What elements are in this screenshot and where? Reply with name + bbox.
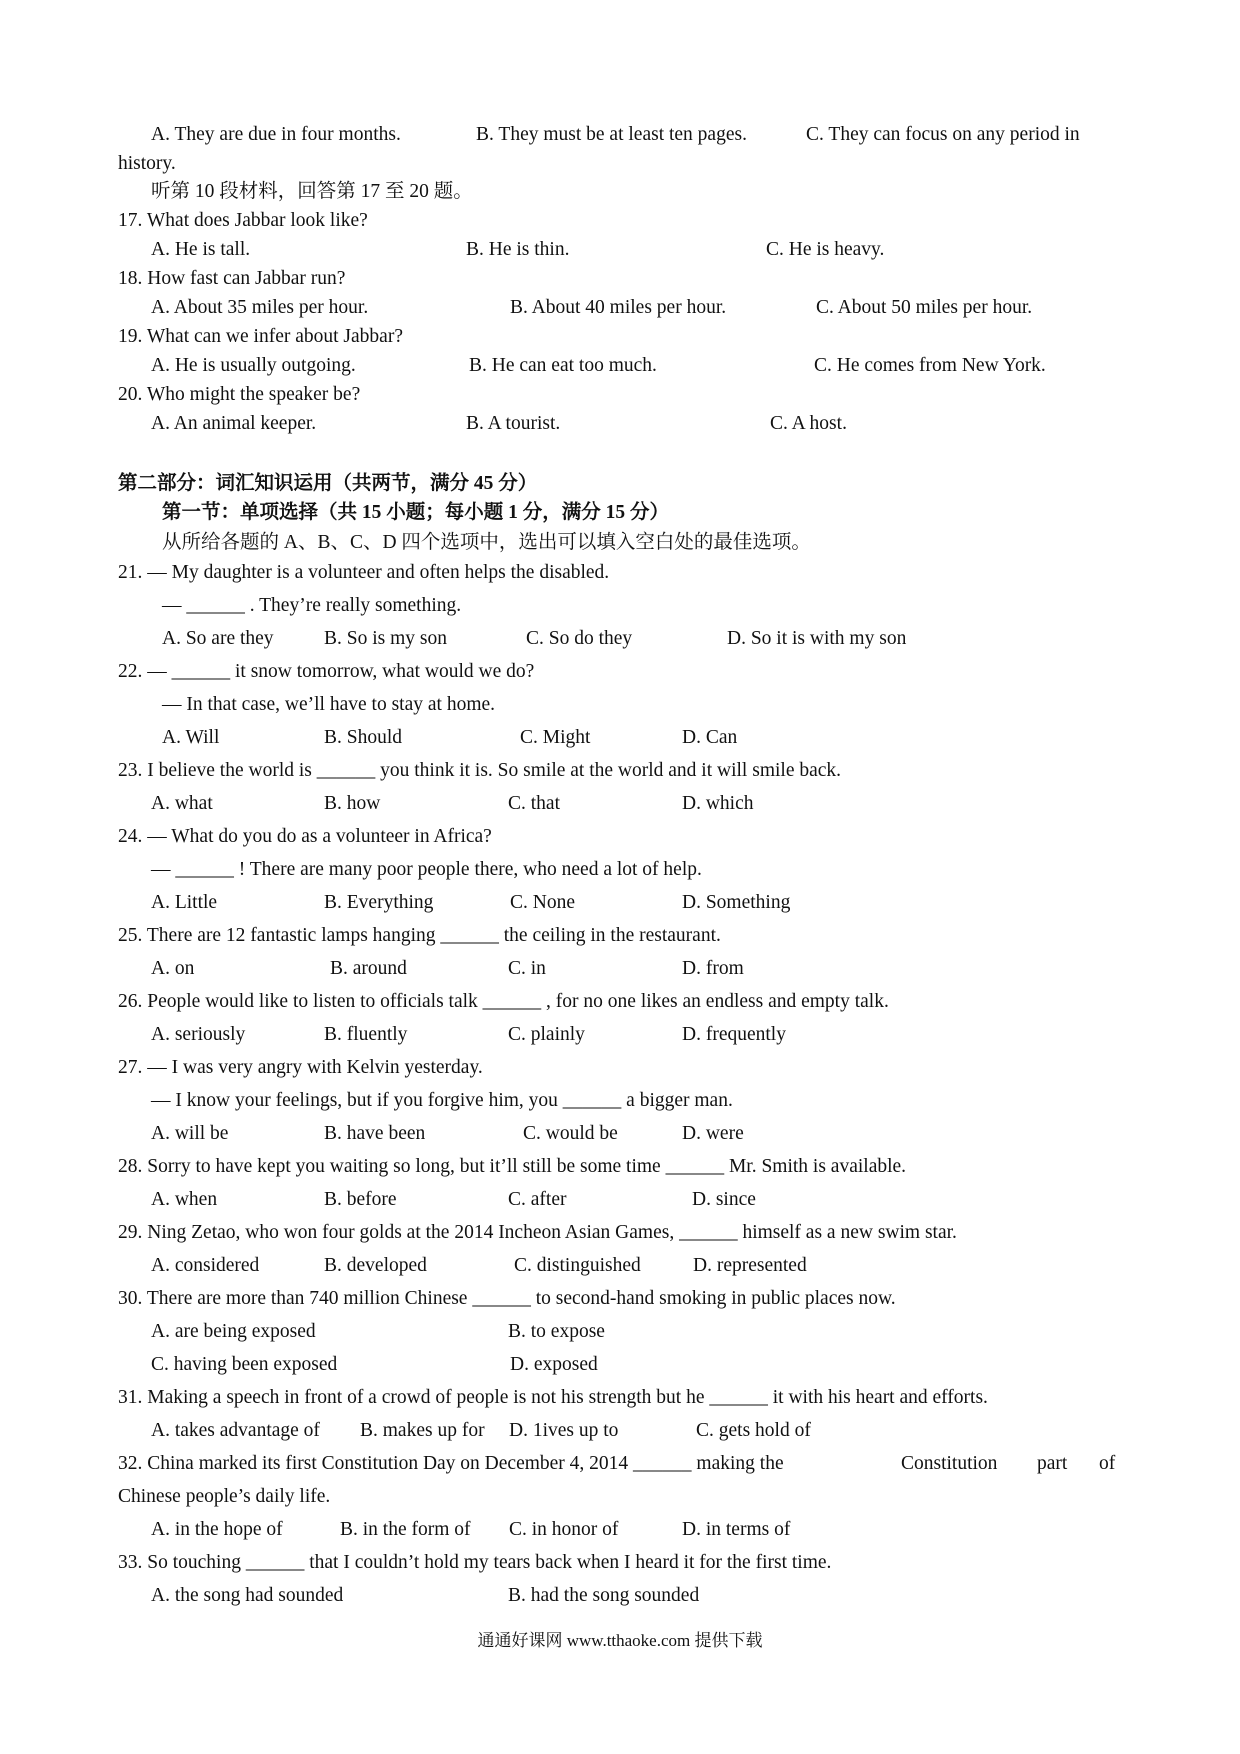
q17-option-c: C. He is heavy. <box>766 239 885 260</box>
q17-option-b: B. He is thin. <box>466 239 570 260</box>
q16-option-b: B. They must be at least ten pages. <box>476 124 747 145</box>
q30-option-d: D. exposed <box>510 1354 598 1375</box>
q32-stem-word-part: part <box>1037 1453 1068 1474</box>
q25-option-a: A. on <box>151 958 195 979</box>
q24-stem2: — ______ ! There are many poor people there, who need a lot of help. <box>151 859 702 880</box>
q27-option-b: B. have been <box>324 1123 426 1144</box>
q26-option-d: D. frequently <box>682 1024 786 1045</box>
q24-option-c: C. None <box>510 892 575 913</box>
q24-option-d: D. Something <box>682 892 791 913</box>
q29-option-c: C. distinguished <box>514 1255 641 1276</box>
q17-stem: 17. What does Jabbar look like? <box>118 210 368 231</box>
q23-option-d: D. which <box>682 793 754 814</box>
q33-stem: 33. So touching ______ that I couldn’t hold my tears back when I heard it for the first time. <box>118 1552 832 1573</box>
q30-option-c: C. having been exposed <box>151 1354 338 1375</box>
q19-option-c: C. He comes from New York. <box>814 355 1046 376</box>
q22-option-a: A. Will <box>162 727 220 748</box>
q23-option-a: A. what <box>151 793 213 814</box>
q25-option-c: C. in <box>508 958 546 979</box>
q20-stem: 20. Who might the speaker be? <box>118 384 361 405</box>
q29-stem: 29. Ning Zetao, who won four golds at the 2014 Incheon Asian Games, ______ himself as a new swim star. <box>118 1222 957 1243</box>
q19-option-a: A. He is usually outgoing. <box>151 355 356 376</box>
q27-stem: 27. — I was very angry with Kelvin yesterday. <box>118 1057 483 1078</box>
q23-stem: 23. I believe the world is ______ you think it is. So smile at the world and it will smile back. <box>118 760 842 781</box>
q19-stem: 19. What can we infer about Jabbar? <box>118 326 403 347</box>
q32-option-a: A. in the hope of <box>151 1519 283 1540</box>
q25-option-b: B. around <box>330 958 407 979</box>
q24-option-b: B. Everything <box>324 892 434 913</box>
q31-option-d: D. 1ives up to <box>509 1420 619 1441</box>
q18-stem: 18. How fast can Jabbar run? <box>118 268 346 289</box>
q30-stem: 30. There are more than 740 million Chinese ______ to second-hand smoking in public places now. <box>118 1288 896 1309</box>
q30-option-a: A. are being exposed <box>151 1321 316 1342</box>
q32-stem-word-constitution: Constitution <box>901 1453 998 1474</box>
q21-option-a: A. So are they <box>162 628 274 649</box>
q23-option-c: C. that <box>508 793 560 814</box>
q25-option-d: D. from <box>682 958 744 979</box>
q25-stem: 25. There are 12 fantastic lamps hanging ______ the ceiling in the restaurant. <box>118 925 721 946</box>
q20-option-b: B. A tourist. <box>466 413 561 434</box>
q31-option-b: B. makes up for <box>360 1420 485 1441</box>
q32-stem2: Chinese people’s daily life. <box>118 1486 331 1507</box>
q30-option-b: B. to expose <box>508 1321 605 1342</box>
q20-option-a: A. An animal keeper. <box>151 413 317 434</box>
section1-instruction: 从所给各题的 A、B、C、D 四个选项中，选出可以填入空白处的最佳选项。 <box>162 532 811 553</box>
q28-option-d: D. since <box>692 1189 756 1210</box>
q22-stem: 22. — ______ it snow tomorrow, what would we do? <box>118 661 535 682</box>
q28-option-a: A. when <box>151 1189 218 1210</box>
q28-stem: 28. Sorry to have kept you waiting so long, but it’ll still be some time ______ Mr. Smith is available. <box>118 1156 907 1177</box>
q32-option-d: D. in terms of <box>682 1519 791 1540</box>
q31-option-c: C. gets hold of <box>696 1420 811 1441</box>
q18-option-a: A. About 35 miles per hour. <box>151 297 369 318</box>
q32-stem: 32. China marked its first Constitution Day on December 4, 2014 ______ making the <box>118 1453 784 1474</box>
q22-option-b: B. Should <box>324 727 403 748</box>
q33-option-a: A. the song had sounded <box>151 1585 344 1606</box>
q29-option-d: D. represented <box>693 1255 807 1276</box>
q29-option-b: B. developed <box>324 1255 427 1276</box>
q27-option-a: A. will be <box>151 1123 229 1144</box>
q19-option-b: B. He can eat too much. <box>469 355 657 376</box>
q32-option-b: B. in the form of <box>340 1519 471 1540</box>
q32-option-c: C. in honor of <box>509 1519 619 1540</box>
q22-stem2: — In that case, we’ll have to stay at home. <box>162 694 496 715</box>
q18-option-c: C. About 50 miles per hour. <box>816 297 1033 318</box>
q23-option-b: B. how <box>324 793 381 814</box>
q16-option-a: A. They are due in four months. <box>151 124 401 145</box>
q27-option-c: C. would be <box>523 1123 618 1144</box>
q21-stem: 21. — My daughter is a volunteer and often helps the disabled. <box>118 562 610 583</box>
q24-stem: 24. — What do you do as a volunteer in Africa? <box>118 826 492 847</box>
q26-stem: 26. People would like to listen to officials talk ______ , for no one likes an endless and empty talk. <box>118 991 889 1012</box>
q21-option-d: D. So it is with my son <box>727 628 907 649</box>
q28-option-c: C. after <box>508 1189 567 1210</box>
q22-option-c: C. Might <box>520 727 591 748</box>
q28-option-b: B. before <box>324 1189 397 1210</box>
q18-option-b: B. About 40 miles per hour. <box>510 297 727 318</box>
section1-title: 第一节：单项选择（共 15 小题；每小题 1 分，满分 15 分） <box>162 502 670 523</box>
q26-option-a: A. seriously <box>151 1024 246 1045</box>
q29-option-a: A. considered <box>151 1255 260 1276</box>
q16-option-c-cont: history. <box>118 153 176 174</box>
q31-stem: 31. Making a speech in front of a crowd of people is not his strength but he ______ it with his heart and efforts. <box>118 1387 988 1408</box>
q21-option-b: B. So is my son <box>324 628 447 649</box>
q26-option-b: B. fluently <box>324 1024 408 1045</box>
q31-option-a: A. takes advantage of <box>151 1420 320 1441</box>
q21-stem2: — ______ . They’re really something. <box>162 595 462 616</box>
q20-option-c: C. A host. <box>770 413 847 434</box>
q21-option-c: C. So do they <box>526 628 633 649</box>
q27-option-d: D. were <box>682 1123 744 1144</box>
q17-option-a: A. He is tall. <box>151 239 251 260</box>
q22-option-d: D. Can <box>682 727 738 748</box>
q24-option-a: A. Little <box>151 892 218 913</box>
q27-stem2: — I know your feelings, but if you forgive him, you ______ a bigger man. <box>151 1090 733 1111</box>
q33-option-b: B. had the song sounded <box>508 1585 700 1606</box>
section-intro-10: 听第 10 段材料，回答第 17 至 20 题。 <box>151 181 473 202</box>
part2-title: 第二部分：词汇知识运用（共两节，满分 45 分） <box>118 473 538 494</box>
q16-option-c: C. They can focus on any period in <box>806 124 1080 145</box>
q32-stem-word-of: of <box>1099 1453 1116 1474</box>
q26-option-c: C. plainly <box>508 1024 585 1045</box>
page-footer: 通通好课网 www.tthaoke.com 提供下载 <box>477 1631 763 1650</box>
